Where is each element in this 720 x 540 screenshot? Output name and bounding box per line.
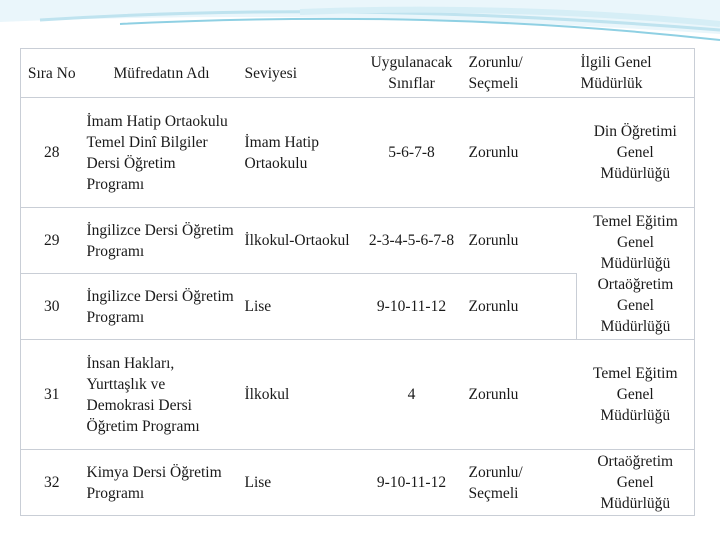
table-row [21, 98, 695, 208]
row-classes: 9-10-11-12 [359, 274, 465, 340]
row-level: İlkokul [241, 340, 359, 450]
header-no: Sıra No [21, 49, 83, 98]
row-type: Zorunlu [465, 208, 577, 274]
table-row [21, 340, 695, 450]
row-no: 31 [21, 340, 83, 450]
row-directorate: Temel Eğitim Genel Müdürlüğü Ortaöğretim Genel Müdürlüğü [577, 208, 695, 340]
row-type: Zorunlu [465, 340, 577, 450]
header-type: Zorunlu/ Seçmeli [465, 49, 577, 98]
row-name: İngilizce Dersi Öğretim Programı [83, 208, 241, 274]
row-name: İnsan Hakları, Yurttaşlık ve Demokrasi Dersi Öğretim Programı [83, 340, 241, 450]
row-name: Kimya Dersi Öğretim Programı [83, 450, 241, 516]
table-row [21, 450, 695, 516]
row-no: 29 [21, 208, 83, 274]
row-level: İmam Hatip Ortaokulu [241, 98, 359, 208]
curriculum-table [20, 48, 695, 516]
row-classes: 9-10-11-12 [359, 450, 465, 516]
header-name: Müfredatın Adı [83, 49, 241, 98]
row-directorate: Din Öğretimi Genel Müdürlüğü [577, 98, 695, 208]
row-no: 32 [21, 450, 83, 516]
row-directorate: Ortaöğretim Genel Müdürlüğü [577, 450, 695, 516]
header-directorate: İlgili Genel Müdürlük [577, 49, 695, 98]
header-classes: Uygulanacak Sınıflar [359, 49, 465, 98]
row-level: İlkokul-Ortaokul [241, 208, 359, 274]
row-level: Lise [241, 274, 359, 340]
row-classes: 2-3-4-5-6-7-8 [359, 208, 465, 274]
row-type: Zorunlu [465, 98, 577, 208]
row-type: Zorunlu [465, 274, 577, 340]
row-classes: 4 [359, 340, 465, 450]
table-row [21, 208, 695, 274]
row-level: Lise [241, 450, 359, 516]
row-type: Zorunlu/ Seçmeli [465, 450, 577, 516]
row-name: İngilizce Dersi Öğretim Programı [83, 274, 241, 340]
row-no: 28 [21, 98, 83, 208]
row-classes: 5-6-7-8 [359, 98, 465, 208]
row-directorate: Temel Eğitim Genel Müdürlüğü [577, 340, 695, 450]
row-no: 30 [21, 274, 83, 340]
table-header-row [21, 49, 695, 98]
row-name: İmam Hatip Ortaokulu Temel Dinî Bilgiler Dersi Öğretim Programı [83, 98, 241, 208]
header-level: Seviyesi [241, 49, 359, 98]
